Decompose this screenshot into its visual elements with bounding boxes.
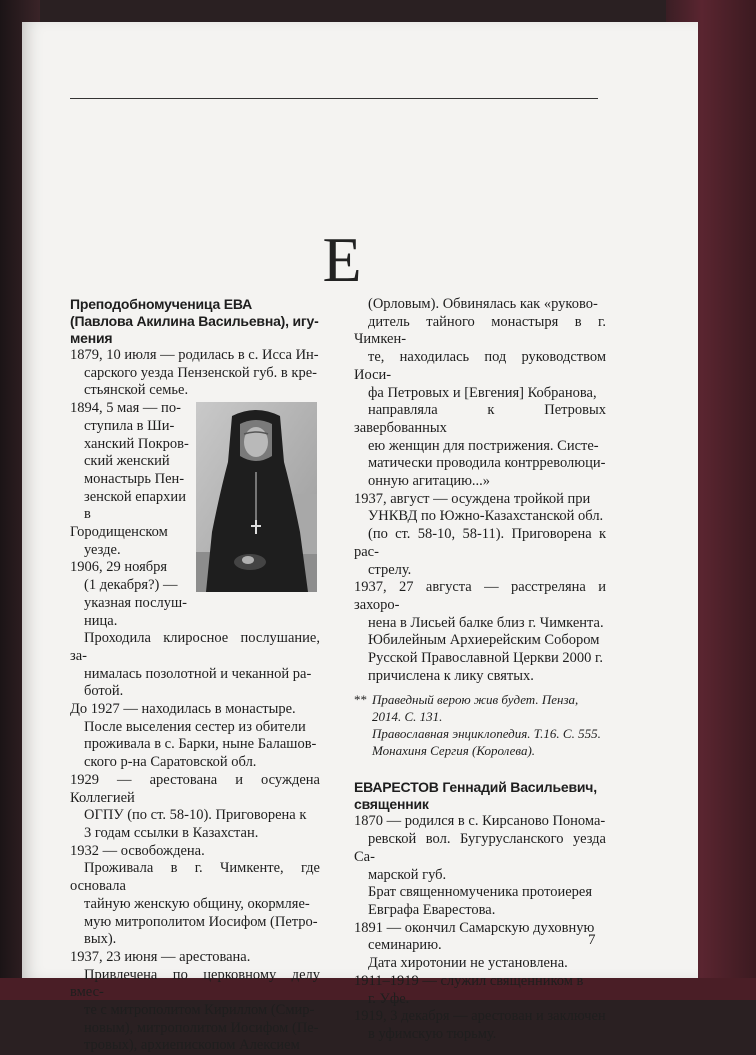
text-line: мую митрополитом Иосифом (Петро- bbox=[84, 913, 318, 930]
section-letter: Е bbox=[322, 224, 362, 295]
text-line: те с митрополитом Кириллом (Смир- bbox=[84, 1002, 315, 1019]
source-line: Православная энциклопедия. Т.16. С. 555. bbox=[372, 726, 601, 742]
entry-eva-heading-3: мения bbox=[70, 330, 113, 346]
text-line: После выселения сестер из обители bbox=[84, 718, 306, 735]
text-line: уезде. bbox=[84, 541, 121, 558]
text-line: (1 декабря?) — bbox=[84, 577, 178, 594]
text-line: 1919, 3 декабря — арестован и заключен bbox=[354, 1008, 606, 1025]
text-line: онную агитацию...» bbox=[368, 473, 491, 490]
text-line: Русской Православной Церкви 2000 г. bbox=[368, 650, 603, 667]
text-line: (Орловым). Обвинялась как «руково- bbox=[368, 296, 598, 312]
text-line: 1932 — освобождена. bbox=[70, 842, 205, 859]
text-line: тайную женскую общину, окормляе- bbox=[84, 895, 310, 912]
entry-eva-heading-2: (Павлова Акилина Васильевна), игу- bbox=[70, 313, 319, 329]
footnote-mark: ** bbox=[354, 692, 367, 708]
text-line: ею женщин для пострижения. Систе- bbox=[368, 437, 599, 454]
source-line: 2014. С. 131. bbox=[372, 709, 443, 725]
text-line: 1911–1919 — служил священником в bbox=[354, 972, 584, 989]
text-line: Проходила клиросное послушание, за- bbox=[70, 630, 320, 664]
text-line: фа Петровых и [Евгения] Кобранова, bbox=[368, 384, 597, 401]
entry-evarestov-heading-2: священник bbox=[354, 796, 429, 813]
text-line: проживала в с. Барки, ныне Балашов- bbox=[84, 736, 317, 753]
text-line: ботой. bbox=[84, 683, 124, 700]
text-line: ханский Покров- bbox=[84, 435, 189, 452]
book-page bbox=[22, 22, 698, 1054]
text-line: УНКВД по Южно-Казахстанской обл. bbox=[368, 508, 604, 525]
text-line: сарского уезда Пензенской губ. в кре- bbox=[84, 364, 317, 381]
text-line: новым), митрополитом Иосифом (Пе- bbox=[84, 1019, 319, 1036]
text-line: матически проводила контрреволюци- bbox=[368, 455, 606, 472]
text-line: стрелу. bbox=[368, 561, 412, 578]
text-line: Привлечена по церковному делу вмес- bbox=[70, 966, 320, 1001]
text-line: 1870 — родился в с. Кирсаново Понома- bbox=[354, 813, 606, 830]
text-line: причислена к лику святых. bbox=[368, 667, 534, 684]
text-line: тровых), архиепископом Алексием bbox=[84, 1037, 300, 1054]
text-line: те, находилась под руководством Иоси- bbox=[354, 349, 606, 383]
text-line: в уфимскую тюрьму. bbox=[368, 1025, 497, 1042]
text-line: 1929 — арестована и осуждена Коллегией bbox=[70, 771, 320, 806]
text-line: 1879, 10 июля — родилась в с. Исса Ин- bbox=[70, 347, 319, 363]
text-line: зенской епархии bbox=[84, 488, 186, 505]
text-line: ница. bbox=[84, 612, 118, 629]
text-line: нена в Лисьей балке близ г. Чимкента. bbox=[368, 614, 604, 631]
text-line: дитель тайного монастыря в г. Чимкен- bbox=[354, 313, 606, 348]
page-number: 7 bbox=[588, 932, 596, 948]
text-line: марской губ. bbox=[368, 866, 447, 883]
text-line: Брат священномученика протоиерея bbox=[368, 884, 593, 901]
text-line: Евграфа Еварестова. bbox=[368, 901, 496, 918]
text-line: 1937, август — осуждена тройкой при bbox=[354, 490, 591, 507]
text-line: 3 годам ссылки в Казахстан. bbox=[84, 824, 259, 841]
text-line: Дата хиротонии не установлена. bbox=[368, 955, 568, 972]
text-line: Проживала в г. Чимкенте, где основала bbox=[70, 860, 320, 895]
header-rule bbox=[70, 98, 598, 99]
text-line: 1894, 5 мая — по- bbox=[70, 400, 181, 417]
text-line: ревской вол. Бугурусланского уезда Са- bbox=[354, 831, 606, 865]
text-line: 1937, 23 июня — арестована. bbox=[70, 948, 251, 965]
text-line: ский женский bbox=[84, 453, 170, 470]
text-line: семинарию. bbox=[368, 937, 442, 954]
text-line: 1906, 29 ноября bbox=[70, 559, 168, 576]
text-line: нималась позолотной и чеканной ра- bbox=[84, 665, 312, 682]
entry-eva-heading-1: Преподобномученица ЕВА bbox=[70, 296, 252, 312]
text-line: 1891 — окончил Самарскую духовную bbox=[354, 919, 595, 936]
source-line: Праведный верою жив будет. Пенза, bbox=[372, 692, 579, 708]
text-line: направляла к Петровых завербованных bbox=[354, 402, 606, 436]
text-line: г. Уфе. bbox=[368, 990, 410, 1007]
text-line: монастырь Пен- bbox=[84, 470, 185, 487]
entry-eva-sources bbox=[354, 691, 606, 759]
left-column bbox=[70, 296, 320, 1055]
text-line: вых). bbox=[84, 931, 117, 948]
text-line: 1937, 27 августа — расстреляна и захоро- bbox=[354, 579, 606, 613]
source-line: Монахиня Сергия (Королева). bbox=[372, 743, 536, 759]
text-line: ского р-на Саратовской обл. bbox=[84, 754, 257, 771]
text-line: ступила в Ши- bbox=[84, 417, 175, 434]
text-line: стьянской семье. bbox=[84, 382, 189, 399]
right-column bbox=[354, 296, 606, 1044]
entry-evarestov-heading-1: ЕВАРЕСТОВ Геннадий Васильевич, bbox=[354, 779, 597, 796]
text-line: До 1927 — находилась в монастыре. bbox=[70, 701, 296, 718]
text-line: указная послуш- bbox=[84, 594, 188, 611]
text-line: (по ст. 58-10, 58-11). Приговорена к рас- bbox=[354, 526, 606, 560]
text-line: Юбилейным Архиерейским Собором bbox=[368, 632, 600, 649]
text-line: в Городищенском bbox=[70, 506, 168, 541]
text-line: ОГПУ (по ст. 58-10). Приговорена к bbox=[84, 807, 307, 824]
